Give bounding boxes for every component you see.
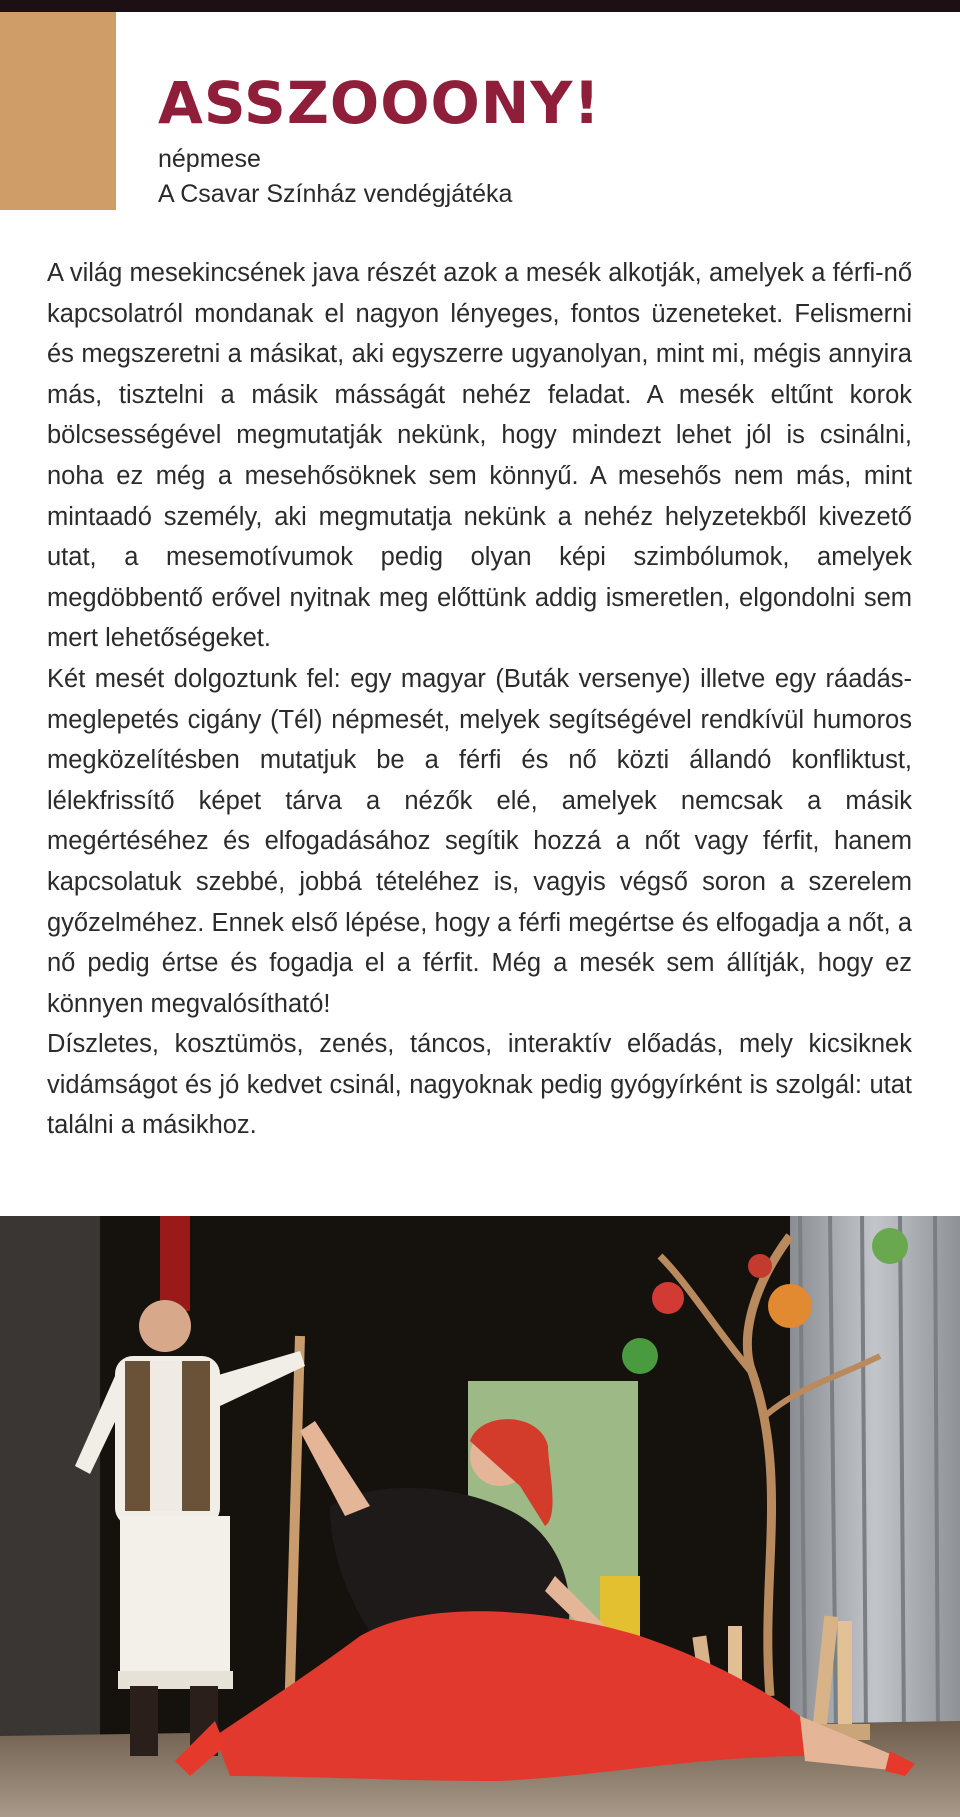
accent-block [0,12,116,210]
top-bar [0,0,960,12]
paragraph-stories: Két mesét dolgoztunk fel: egy magyar (Buták versenye) illetve egy ráadás-meglepetés cigány (Tél) népmesét, melyek segítségével rendkívül humoros megközelítésben mutatjuk be a férfi és nő közti állandó konfliktust, lélekfrissítő képet tárva a nézők elé, amelyek nemcsak a másik megértéséhez és elfogadásához segítik hozzá a nőt vagy férfit, hanem kapcsolatuk szebbé, jobbá tételéhez is, vagyis végső soron a szerelem győzelméhez. Ennek első lépése, hogy a férfi megértse és elfogadja a nőt, a nő pedig értse és fogadja el a férfit. Még a mesék sem állítják, hogy ez könnyen megvalósítható! [47,664,912,1018]
page-title: ASSZOOONY! [158,69,601,137]
paragraph-intro: A világ mesekincsének java részét azok a mesék alkotják, amelyek a férfi-nő kapcsolatról mondanak el nagyon lényeges, fontos üzeneteket. Felismerni és megszeretni a másikat, aki egyszerre ugyanolyan, mint mi, mégis annyira más, tisztelni a másik másságát nehéz feladat. A mesék eltűnt korok bölcsességével megmutatják nekünk, hogy mindezt lehet jól is csinálni, noha ez még a mesehősöknek sem könnyű. A mesehős nem más, mint mintaadó személy, aki megmutatja nekünk a nehéz helyzetekből kivezető utat, a mesemotívumok pedig olyan képi szimbólumok, amelyek megdöbbentő erővel nyitnak meg előttünk addig ismeretlen, elgondolni sem mert lehetőségeket. [47,259,912,653]
genre-label: népmese [158,145,261,173]
subtitle [158,142,512,212]
description-text [47,253,912,1146]
company-label: A Csavar Színház vendégjátéka [158,180,513,208]
stage-photo [0,1216,960,1817]
paragraph-performance: Díszletes, kosztümös, zenés, táncos, interaktív előadás, mely kicsiknek vidámságot és jó kedvet csinál, nagyoknak pedig gyógyírként is szolgál: utat találni a másikhoz. [47,1030,912,1140]
